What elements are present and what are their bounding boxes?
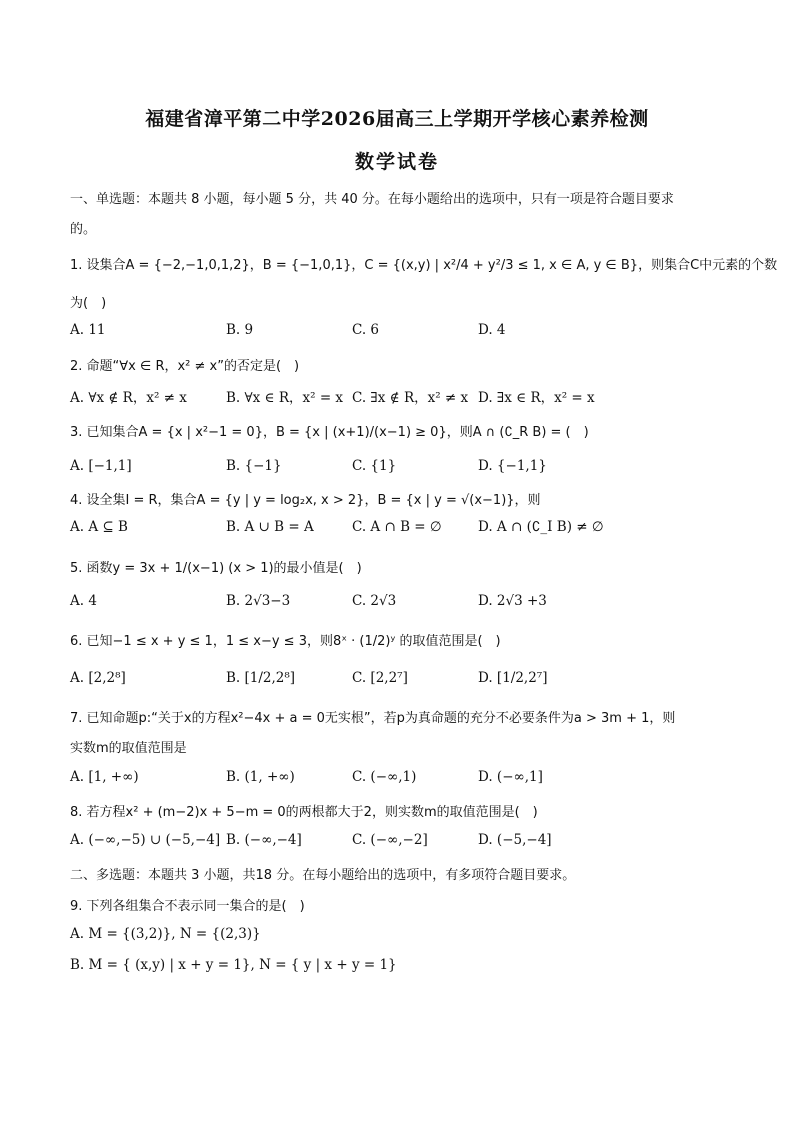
q5-option-a: A. 4: [70, 593, 97, 609]
q4-option-d: D. A ∩ (∁_I B) ≠ ∅: [478, 519, 604, 535]
q1-option-d: D. 4: [478, 322, 506, 338]
q4-option-a: A. A ⊆ B: [70, 519, 128, 535]
q3-stem: 3. 已知集合A = {x | x²−1 = 0}，B = {x | (x+1)/(x−1) ≥ 0}，则A ∩ (∁_R B) = ( ): [70, 425, 589, 440]
exam-title: 福建省漳平第二中学2026届高三上学期开学核心素养检测: [145, 108, 649, 130]
q5-option-b: B. 2√3−3: [226, 593, 291, 609]
q6-stem: 6. 已知−1 ≤ x + y ≤ 1，1 ≤ x−y ≤ 3，则8ˣ · (1/2)ʸ 的取值范围是( ): [70, 634, 501, 649]
q4-stem: 4. 设全集I = R，集合A = {y | y = log₂x, x > 2}，B = {x | y = √(x−1)}，则: [70, 493, 541, 508]
q3-option-c: C. {1}: [352, 458, 397, 474]
q4-option-c: C. A ∩ B = ∅: [352, 519, 442, 535]
q6-option-d: D. [1/2,2⁷]: [478, 670, 548, 686]
q6-option-a: A. [2,2⁸]: [70, 670, 126, 686]
q5-stem: 5. 函数y = 3x + 1/(x−1) (x > 1)的最小值是( ): [70, 561, 362, 576]
q2-stem: 2. 命题“∀x ∈ R，x² ≠ x”的否定是( ): [70, 359, 300, 374]
q7-stem-cont: 实数m的取值范围是: [70, 741, 187, 756]
q7-option-a: A. [1, +∞): [70, 769, 139, 785]
section1-heading-cont: 的。: [70, 222, 97, 237]
section1-heading: 一、单选题：本题共 8 小题，每小题 5 分，共 40 分。在每小题给出的选项中，只有一项是符合题目要求: [70, 192, 674, 207]
q2-option-c: C. ∃x ∉ R，x² ≠ x: [352, 390, 469, 406]
q4-option-b: B. A ∪ B = A: [226, 519, 314, 535]
q7-stem: 7. 已知命题p:“关于x的方程x²−4x + a = 0无实根”，若p为真命题的充分不必要条件为a > 3m + 1，则: [70, 711, 676, 726]
q3-option-a: A. [−1,1]: [70, 458, 132, 474]
q1-option-a: A. 11: [70, 322, 106, 338]
exam-subtitle: 数学试卷: [354, 151, 439, 173]
q5-option-c: C. 2√3: [352, 593, 397, 609]
q3-option-d: D. {−1,1}: [478, 458, 547, 474]
q1-stem: 1. 设集合A = {−2,−1,0,1,2}，B = {−1,0,1}，C = {(x,y) | x²/4 + y²/3 ≤ 1, x ∈ A, y ∈ B}，则集合C中元素的个数: [70, 258, 778, 273]
q2-option-a: A. ∀x ∉ R，x² ≠ x: [70, 390, 187, 406]
q8-option-c: C. (−∞,−2]: [352, 832, 428, 848]
q6-option-b: B. [1/2,2⁸]: [226, 670, 296, 686]
q2-option-b: B. ∀x ∈ R，x² = x: [226, 390, 344, 406]
q9-option-b: B. M = { (x,y) | x + y = 1}, N = { y | x + y = 1}: [70, 957, 397, 973]
q1-option-c: C. 6: [352, 322, 380, 338]
q7-option-b: B. (1, +∞): [226, 769, 295, 785]
section2-heading: 二、多选题：本题共 3 小题，共18 分。在每小题给出的选项中，有多项符合题目要求。: [70, 868, 576, 883]
q6-option-c: C. [2,2⁷]: [352, 670, 408, 686]
q9-option-a: A. M = {(3,2)}, N = {(2,3)}: [70, 926, 261, 942]
q9-stem: 9. 下列各组集合不表示同一集合的是( ): [70, 899, 305, 914]
q8-option-d: D. (−5,−4]: [478, 832, 552, 848]
q7-option-c: C. (−∞,1): [352, 769, 417, 785]
q8-option-a: A. (−∞,−5) ∪ (−5,−4]: [70, 832, 221, 848]
q8-option-b: B. (−∞,−4]: [226, 832, 302, 848]
q7-option-d: D. (−∞,1]: [478, 769, 543, 785]
q3-option-b: B. {−1}: [226, 458, 282, 474]
q1-stem-cont: 为( ): [70, 296, 107, 311]
q5-option-d: D. 2√3 +3: [478, 593, 547, 609]
q2-option-d: D. ∃x ∈ R，x² = x: [478, 390, 595, 406]
q1-option-b: B. 9: [226, 322, 254, 338]
q8-stem: 8. 若方程x² + (m−2)x + 5−m = 0的两根都大于2，则实数m的取值范围是( ): [70, 805, 538, 820]
